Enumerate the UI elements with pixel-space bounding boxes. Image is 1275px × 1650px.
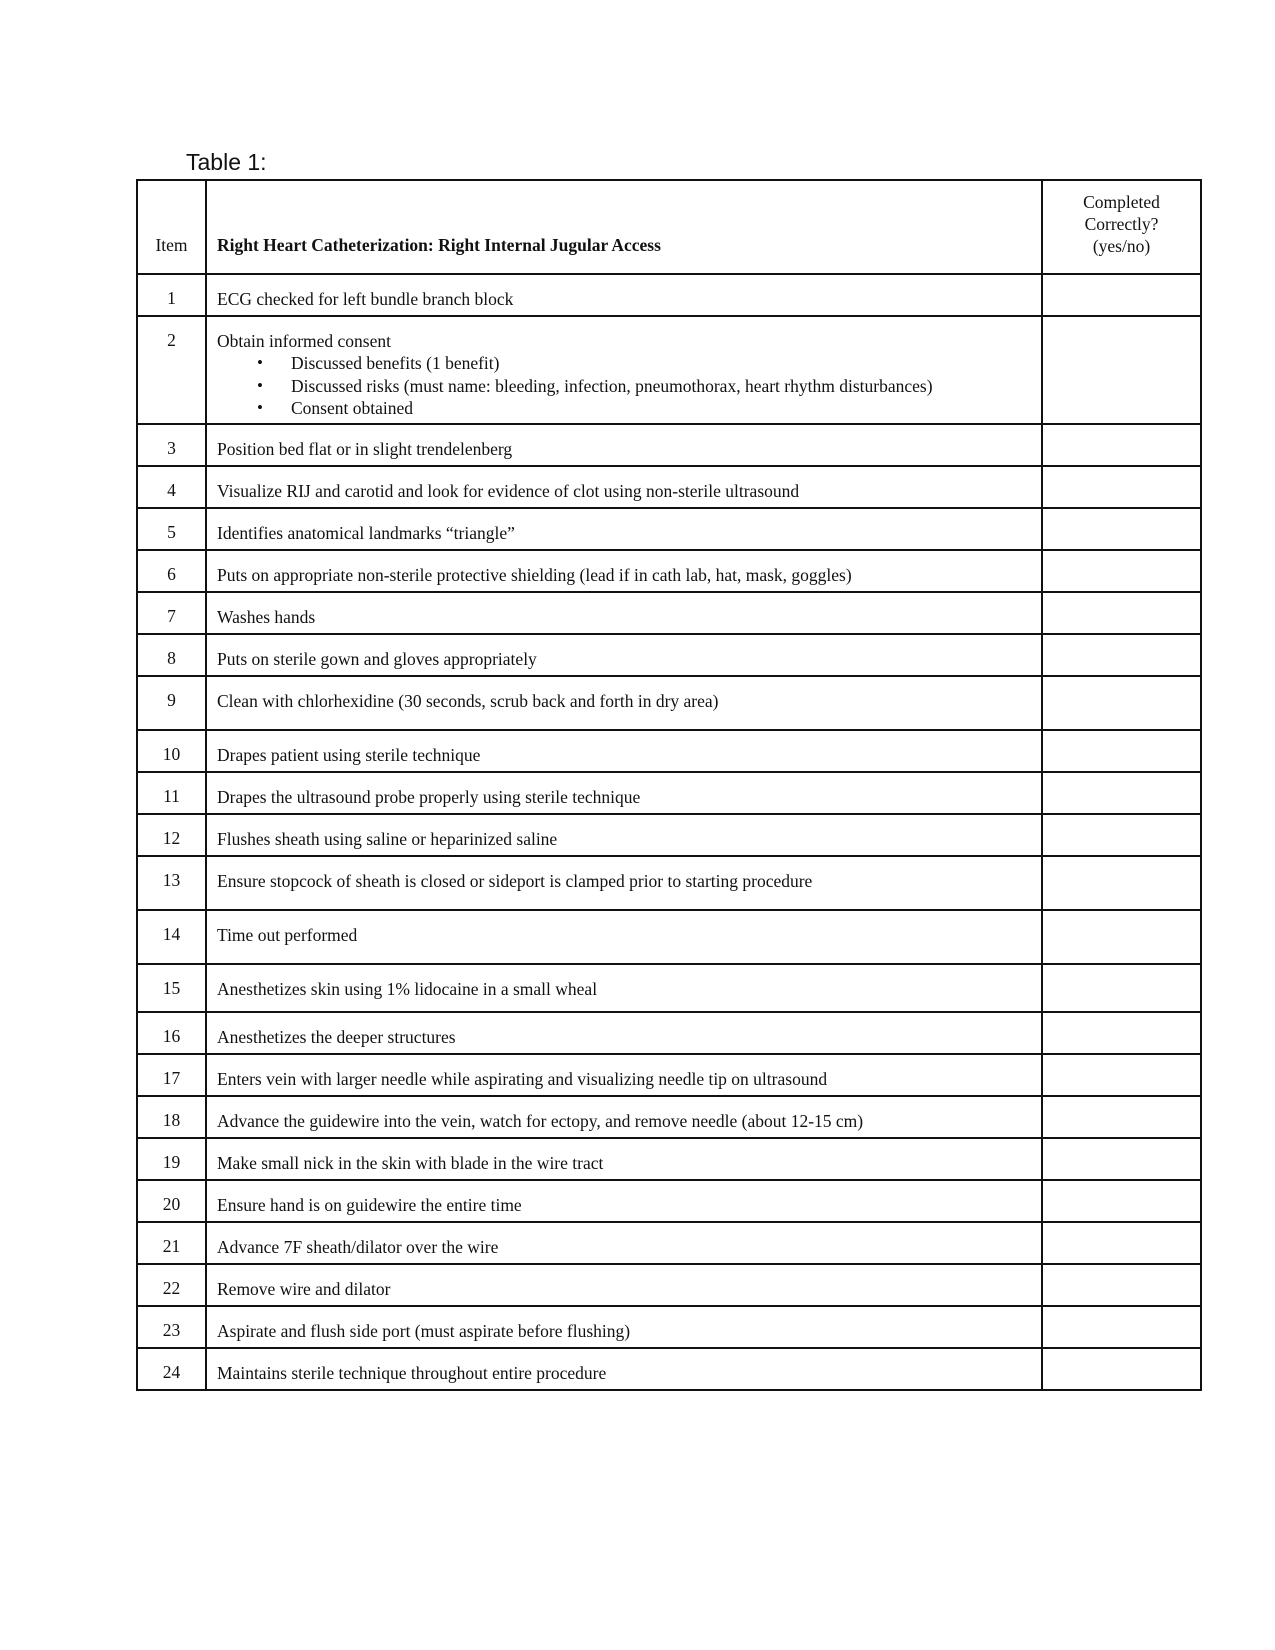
task-cell: [206, 730, 1042, 772]
table-row: [137, 634, 1201, 676]
table-row: [137, 466, 1201, 508]
task-cell: [206, 274, 1042, 316]
table-row: [137, 316, 1201, 424]
task-text: Maintains sterile technique throughout entire procedure: [217, 1363, 607, 1383]
table-row: [137, 814, 1201, 856]
task-text: Ensure hand is on guidewire the entire time: [217, 1195, 522, 1215]
task-text: Enters vein with larger needle while aspirating and visualizing needle tip on ultrasound: [217, 1069, 828, 1089]
task-text: Advance the guidewire into the vein, watch for ectopy, and remove needle (about 12-15 cm): [217, 1111, 864, 1131]
item-number: 12: [137, 814, 206, 856]
table-caption: Table 1:: [186, 149, 267, 175]
item-number: 8: [137, 634, 206, 676]
task-text: Position bed flat or in slight trendelenberg: [217, 439, 513, 459]
item-number: 17: [137, 1054, 206, 1096]
completed-cell[interactable]: [1042, 856, 1201, 910]
item-number: 3: [137, 424, 206, 466]
task-text: Clean with chlorhexidine (30 seconds, scrub back and forth in dry area): [217, 691, 719, 711]
task-text: ECG checked for left bundle branch block: [217, 289, 514, 309]
item-number: 2: [137, 316, 206, 424]
task-text: Make small nick in the skin with blade in the wire tract: [217, 1153, 604, 1173]
task-text: Flushes sheath using saline or heparinized saline: [217, 829, 558, 849]
completed-cell[interactable]: [1042, 964, 1201, 1012]
task-text: Aspirate and flush side port (must aspirate before flushing): [217, 1321, 631, 1341]
task-cell: [206, 1012, 1042, 1054]
completed-cell[interactable]: [1042, 1264, 1201, 1306]
header-completed-line: Completed: [1083, 192, 1160, 212]
completed-cell[interactable]: [1042, 508, 1201, 550]
task-text: Time out performed: [217, 925, 358, 945]
task-cell: [206, 1306, 1042, 1348]
task-cell: [206, 424, 1042, 466]
item-number: 11: [137, 772, 206, 814]
header-row: [137, 180, 1201, 274]
completed-cell[interactable]: [1042, 1054, 1201, 1096]
task-text: Advance 7F sheath/dilator over the wire: [217, 1237, 499, 1257]
completed-cell[interactable]: [1042, 814, 1201, 856]
completed-cell[interactable]: [1042, 424, 1201, 466]
item-number: 13: [137, 856, 206, 910]
task-text: Anesthetizes the deeper structures: [217, 1027, 456, 1047]
item-number: 16: [137, 1012, 206, 1054]
task-cell: [206, 634, 1042, 676]
item-number: 23: [137, 1306, 206, 1348]
task-cell: [206, 964, 1042, 1012]
completed-cell[interactable]: [1042, 1096, 1201, 1138]
task-cell: [206, 1222, 1042, 1264]
item-number: 1: [137, 274, 206, 316]
completed-cell[interactable]: [1042, 1138, 1201, 1180]
task-text: Puts on appropriate non-sterile protective shielding (lead if in cath lab, hat, mask, goggles): [217, 565, 852, 585]
table-row: [137, 508, 1201, 550]
table-row: [137, 1096, 1201, 1138]
completed-cell[interactable]: [1042, 676, 1201, 730]
item-number: 5: [137, 508, 206, 550]
table-row: [137, 274, 1201, 316]
table-row: [137, 730, 1201, 772]
task-text: Visualize RIJ and carotid and look for evidence of clot using non-sterile ultrasound: [217, 481, 800, 501]
table-row: [137, 550, 1201, 592]
item-number: 15: [137, 964, 206, 1012]
item-number: 19: [137, 1138, 206, 1180]
item-number: 21: [137, 1222, 206, 1264]
header-completed-line: (yes/no): [1092, 236, 1151, 256]
completed-cell[interactable]: [1042, 910, 1201, 964]
completed-cell[interactable]: [1042, 466, 1201, 508]
table-row: [137, 964, 1201, 1012]
header-completed: [1042, 180, 1201, 274]
table-row: [137, 676, 1201, 730]
table-row: [137, 1348, 1201, 1390]
table-row: [137, 910, 1201, 964]
task-cell: [206, 466, 1042, 508]
item-number: 10: [137, 730, 206, 772]
task-cell: [206, 814, 1042, 856]
task-cell: [206, 856, 1042, 910]
completed-cell[interactable]: [1042, 1180, 1201, 1222]
task-cell: [206, 1348, 1042, 1390]
table-row: [137, 1138, 1201, 1180]
task-cell: [206, 910, 1042, 964]
item-number: 20: [137, 1180, 206, 1222]
completed-cell[interactable]: [1042, 634, 1201, 676]
task-cell: [206, 1138, 1042, 1180]
subitem-list: [217, 352, 1041, 420]
task-text: Anesthetizes skin using 1% lidocaine in a small wheal: [217, 979, 598, 999]
task-text: Obtain informed consent: [217, 331, 391, 351]
completed-cell[interactable]: [1042, 772, 1201, 814]
item-number: 22: [137, 1264, 206, 1306]
item-number: 6: [137, 550, 206, 592]
header-task: Right Heart Catheterization: Right Internal Jugular Access: [206, 180, 1042, 274]
checklist-body: [137, 180, 1201, 1390]
table-row: [137, 1264, 1201, 1306]
table-row: [137, 856, 1201, 910]
table-row: [137, 592, 1201, 634]
table-row: [137, 1180, 1201, 1222]
task-text: Puts on sterile gown and gloves appropriately: [217, 649, 537, 669]
task-text: Drapes patient using sterile technique: [217, 745, 481, 765]
task-text: Identifies anatomical landmarks “triangle”: [217, 523, 515, 543]
task-cell: [206, 1096, 1042, 1138]
task-text: Washes hands: [217, 607, 316, 627]
item-number: 24: [137, 1348, 206, 1390]
subitem: • Consent obtained: [257, 397, 1041, 420]
item-number: 18: [137, 1096, 206, 1138]
header-completed-line: Correctly?: [1084, 214, 1159, 234]
completed-cell[interactable]: [1042, 1012, 1201, 1054]
task-text: Remove wire and dilator: [217, 1279, 391, 1299]
item-number: 4: [137, 466, 206, 508]
checklist-table: [136, 179, 1202, 1391]
completed-cell[interactable]: [1042, 316, 1201, 424]
completed-cell[interactable]: [1042, 1306, 1201, 1348]
task-cell: [206, 316, 1042, 424]
task-cell: [206, 1054, 1042, 1096]
table-row: [137, 1222, 1201, 1264]
task-text: Ensure stopcock of sheath is closed or sideport is clamped prior to starting procedure: [217, 871, 813, 891]
completed-cell[interactable]: [1042, 1348, 1201, 1390]
completed-cell[interactable]: [1042, 550, 1201, 592]
table-row: [137, 1012, 1201, 1054]
task-cell: [206, 1264, 1042, 1306]
item-number: 7: [137, 592, 206, 634]
completed-cell[interactable]: [1042, 1222, 1201, 1264]
item-number: 9: [137, 676, 206, 730]
task-cell: [206, 772, 1042, 814]
table-row: [137, 1054, 1201, 1096]
subitem: • Discussed benefits (1 benefit): [257, 352, 1041, 375]
completed-cell[interactable]: [1042, 730, 1201, 772]
completed-cell[interactable]: [1042, 274, 1201, 316]
table-row: [137, 424, 1201, 466]
header-item: Item: [137, 180, 206, 274]
task-cell: [206, 550, 1042, 592]
item-number: 14: [137, 910, 206, 964]
task-text: Drapes the ultrasound probe properly using sterile technique: [217, 787, 641, 807]
table-row: [137, 772, 1201, 814]
table-row: [137, 1306, 1201, 1348]
task-cell: [206, 1180, 1042, 1222]
completed-cell[interactable]: [1042, 592, 1201, 634]
task-cell: [206, 592, 1042, 634]
subitem: • Discussed risks (must name: bleeding, infection, pneumothorax, heart rhythm disturbances): [257, 375, 1041, 398]
task-cell: [206, 676, 1042, 730]
task-cell: [206, 508, 1042, 550]
